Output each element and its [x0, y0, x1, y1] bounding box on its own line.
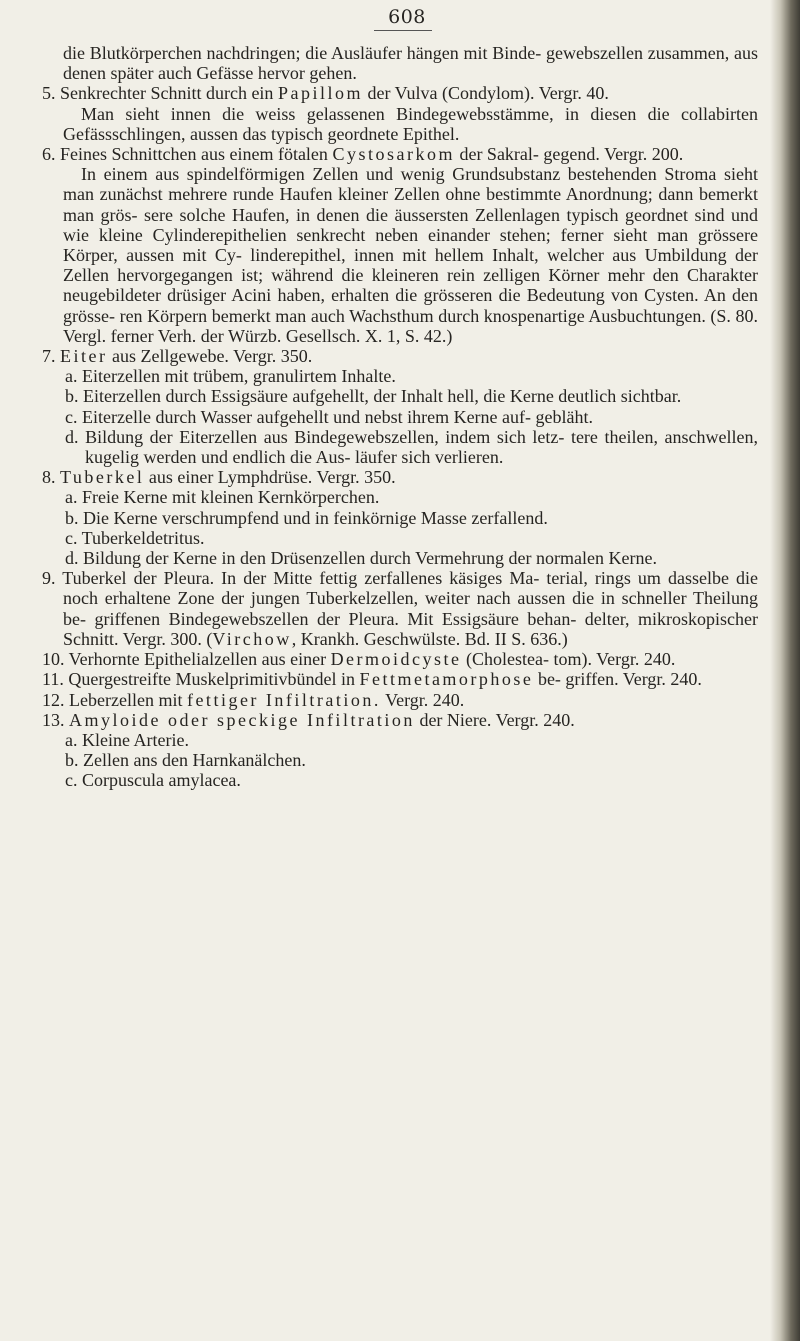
paragraph-continuation: die Blutkörperchen nachdringen; die Ausläufer hängen mit Binde- gewebszellen zusammen, aus denen später auch Gefässe hervor gehen.: [63, 43, 758, 84]
item-13-number: 13.: [42, 709, 69, 730]
item-5: [42, 83, 758, 103]
item-13-sub-a: a. Kleine Arterie.: [65, 729, 189, 750]
item-8-term: Tuberkel: [60, 467, 145, 488]
item-6-text-end: der Sakral- gegend. Vergr. 200.: [454, 144, 684, 165]
item-7-text-end: aus Zellgewebe. Vergr. 350.: [107, 346, 313, 367]
item-8: [42, 467, 758, 487]
item-5-description: Man sieht innen die weiss gelassenen Bindegewebsstämme, in diesen die collabirten Gefässschlingen, aussen das typisch geordnete Epithel.: [63, 103, 758, 144]
item-9-author: Virchow: [212, 628, 292, 649]
item-11-term: Fettmetamorphose: [359, 669, 534, 690]
item-10: [42, 649, 758, 669]
item-10-text-end: (Cholestea- tom). Vergr. 240.: [461, 649, 676, 670]
item-7-number: 7.: [42, 346, 60, 367]
item-12: [42, 690, 758, 710]
item-10-term: Dermoidcyste: [330, 649, 462, 670]
item-7-sub-b: b. Eiterzellen durch Essigsäure aufgehellt, der Inhalt hell, die Kerne deutlich sichtbar.: [65, 386, 682, 407]
item-7: [42, 346, 758, 366]
body-text: [42, 43, 758, 791]
page-number: 608: [388, 6, 426, 28]
item-7-sub-d: d. Bildung der Eiterzellen aus Bindegewebszellen, indem sich letz- tere theilen, anschwellen, kugelig werden und endlich die Aus- läufer sich verlieren.: [65, 426, 758, 468]
item-12-text-end: Vergr. 240.: [380, 689, 465, 710]
item-12-term: fettiger Infiltration.: [186, 689, 381, 710]
item-11-text-end: be- griffen. Vergr. 240.: [533, 669, 702, 690]
item-6-description: In einem aus spindelförmigen Zellen und wenig Grundsubstanz bestehenden Stroma sieht man zunächst mehrere runde Haufen kleiner Zellen ohne bestimmte Anordnung; dann bemerkt man grös- sere solche Haufen, in denen die äussersten Zellenlagen typisch geordnet sind und wie kleine Cylinderepithelien senkrecht neben einander stehen; ferner sieht man grössere Körper, aussen mit Cy- linderepithel, innen mit hellem Inhalt, welcher aus Umbildung der Zellen hervorgegangen ist; während die kleineren rein zelligen Körner mehr den Charakter neugebildeter drüsiger Acini haben, erhalten die grösseren die Bedeutung von Cysten. An den grösse- ren Körpern bemerkt man auch Wachsthum durch knospenartige Ausbuchtungen. (S. 80. Vergl. ferner Verh. der Würzb. Gesellsch. X. 1, S. 42.): [63, 164, 758, 346]
item-9: [42, 568, 758, 649]
item-6: [42, 144, 758, 164]
page-number-rule: [374, 30, 432, 31]
item-8-sub-b: b. Die Kerne verschrumpfend und in feinkörnige Masse zerfallend.: [65, 507, 548, 528]
item-11-text: 11. Quergestreifte Muskelprimitivbündel in: [42, 669, 360, 690]
item-5-text-end: der Vulva (Condylom). Vergr. 40.: [362, 83, 609, 104]
item-5-term: Papillom: [277, 83, 363, 104]
item-10-text: 10. Verhornte Epithelialzellen aus einer: [42, 649, 331, 670]
item-8-sub-d: d. Bildung der Kerne in den Drüsenzellen durch Vermehrung der normalen Kerne.: [65, 548, 657, 569]
item-12-text: 12. Leberzellen mit: [42, 689, 187, 710]
item-9-text-end: , Krankh. Geschwülste. Bd. II S. 636.): [291, 628, 568, 649]
item-13-sub-b: b. Zellen ans den Harnkanälchen.: [65, 750, 306, 771]
item-9-text: 9. Tuberkel der Pleura. In der Mitte fettig zerfallenes käsiges Ma- terial, rings um dasselbe die noch erhaltene Zone der jungen Tuberkelzellen, weiter nach aussen die in schneller Theilung be- griffenen Bindegewebszellen der Pleura. Mit Essigsäure behan- delter, mikroskopischer Schnitt. Vergr. 300. (: [42, 568, 758, 649]
item-13: [42, 710, 758, 730]
item-8-sub-a: a. Freie Kerne mit kleinen Kernkörperchen.: [65, 487, 380, 508]
item-13-term: Amyloide oder speckige Infiltration: [69, 709, 415, 730]
item-7-sub-c: c. Eiterzelle durch Wasser aufgehellt und nebst ihrem Kerne auf- gebläht.: [65, 406, 594, 427]
item-11: [42, 669, 758, 689]
item-13-sub-c: c. Corpuscula amylacea.: [65, 770, 241, 791]
item-8-number: 8.: [42, 467, 60, 488]
item-7-term: Eiter: [60, 346, 108, 367]
item-5-text: 5. Senkrechter Schnitt durch ein: [42, 83, 278, 104]
item-8-sub-c: c. Tuberkeldetritus.: [65, 527, 205, 548]
item-6-term: Cystosarkom: [332, 144, 455, 165]
item-6-text: 6. Feines Schnittchen aus einem fötalen: [42, 144, 333, 165]
item-7-sub-a: a. Eiterzellen mit trübem, granulirtem Inhalte.: [65, 366, 396, 387]
page-edge-shadow: [770, 0, 800, 1341]
item-13-text-end: der Niere. Vergr. 240.: [414, 709, 575, 730]
item-8-text-end: aus einer Lymphdrüse. Vergr. 350.: [144, 467, 396, 488]
